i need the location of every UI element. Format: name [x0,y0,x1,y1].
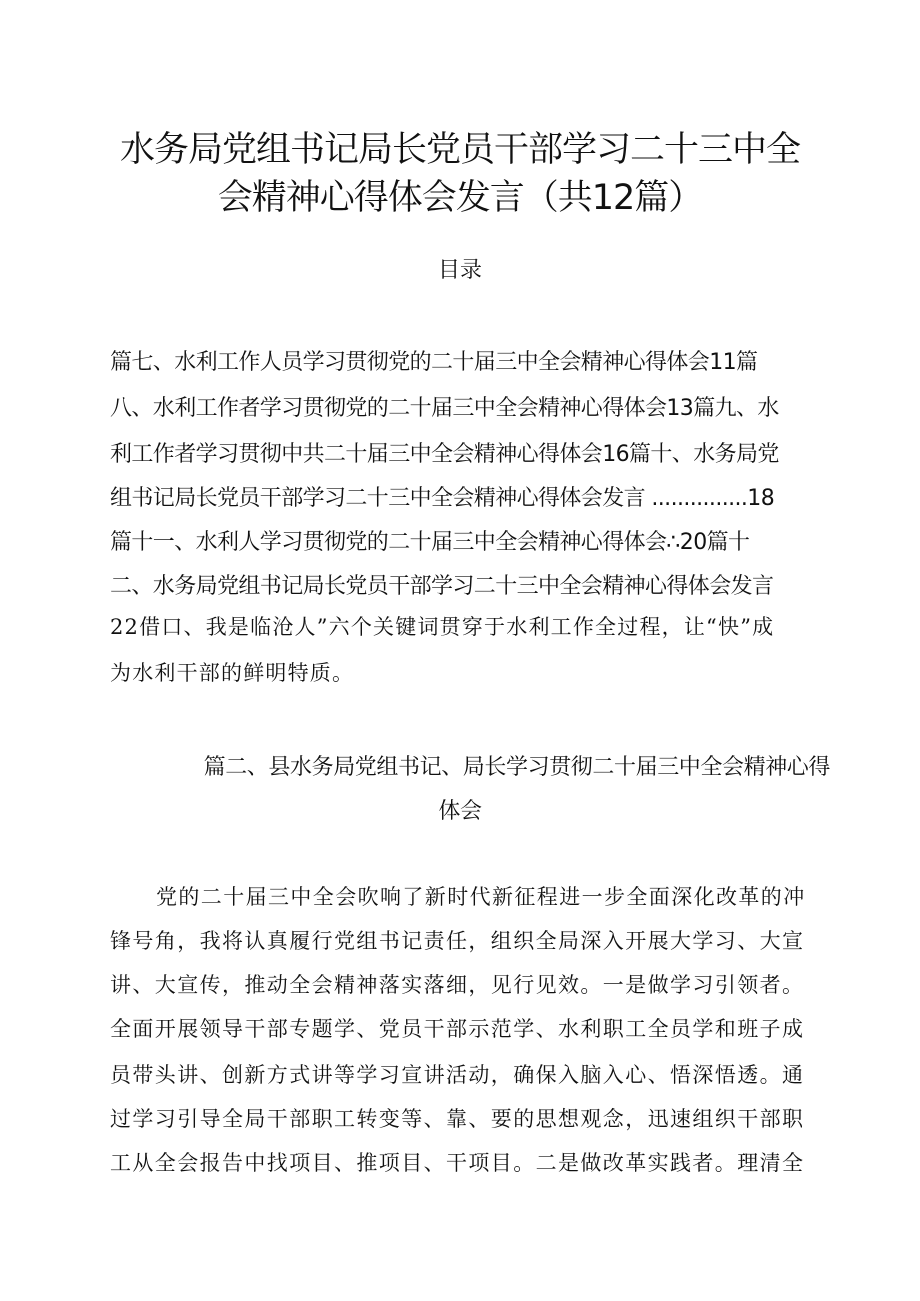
section-title-line-1: 篇二、县水务局党组书记、局长学习贯彻二十届三中全会精神心得 [203,755,830,780]
toc-line: 利工作者学习贯彻中共二十届三中全会精神心得体会16篇十、水务局党 [110,442,779,467]
document-title-line-1: 水务局党组书记局长党员干部学习二十三中全 [119,130,800,170]
document-title-line-2: 会精神心得体会发言（共12篇） [217,178,703,218]
body-paragraph-line: 员带头讲、创新方式讲等学习宣讲活动，确保入脑入心、悟深悟透。通 [110,1063,805,1087]
carry-over-line: 为水利干部的鲜明特质。 [110,661,355,685]
body-paragraph-line: 全面开展领导干部专题学、党员干部示范学、水利职工全员学和班子成 [110,1017,805,1041]
body-paragraph-line: 过学习引导全局干部职工转变等、靠、要的思想观念，迅速组织干部职 [110,1107,805,1131]
toc-line: 篇十一、水利人学习贯彻党的二十届三中全会精神心得体会∴20篇十 [110,530,750,555]
toc-heading: 目录 [437,258,482,283]
body-paragraph-line: 工从全会报告中找项目、推项目、干项目。二是做改革实践者。理清全 [110,1151,805,1175]
toc-line: 篇七、水利工作人员学习贯彻党的二十届三中全会精神心得体会11篇 [110,350,758,375]
toc-line: 组书记局长党员干部学习二十三中全会精神心得体会发言 ...............18 [110,486,775,511]
body-paragraph-line: 锋号角，我将认真履行党组书记责任，组织全局深入开展大学习、大宣 [110,929,805,953]
body-paragraph-line: 讲、大宣传，推动全会精神落实落细，见行见效。一是做学习引领者。 [110,973,805,997]
section-title-line-2: 体会 [438,799,482,824]
carry-over-line: 22借口、我是临沧人”六个关键词贯穿于水利工作全过程，让“快”成 [110,615,775,639]
toc-line: 八、水利工作者学习贯彻党的二十届三中全会精神心得体会13篇九、水 [110,396,779,421]
body-paragraph-line: 党的二十届三中全会吹响了新时代新征程进一步全面深化改革的冲 [156,885,806,909]
toc-line: 二、水务局党组书记局长党员干部学习二十三中全会精神心得体会发言 [110,574,774,599]
